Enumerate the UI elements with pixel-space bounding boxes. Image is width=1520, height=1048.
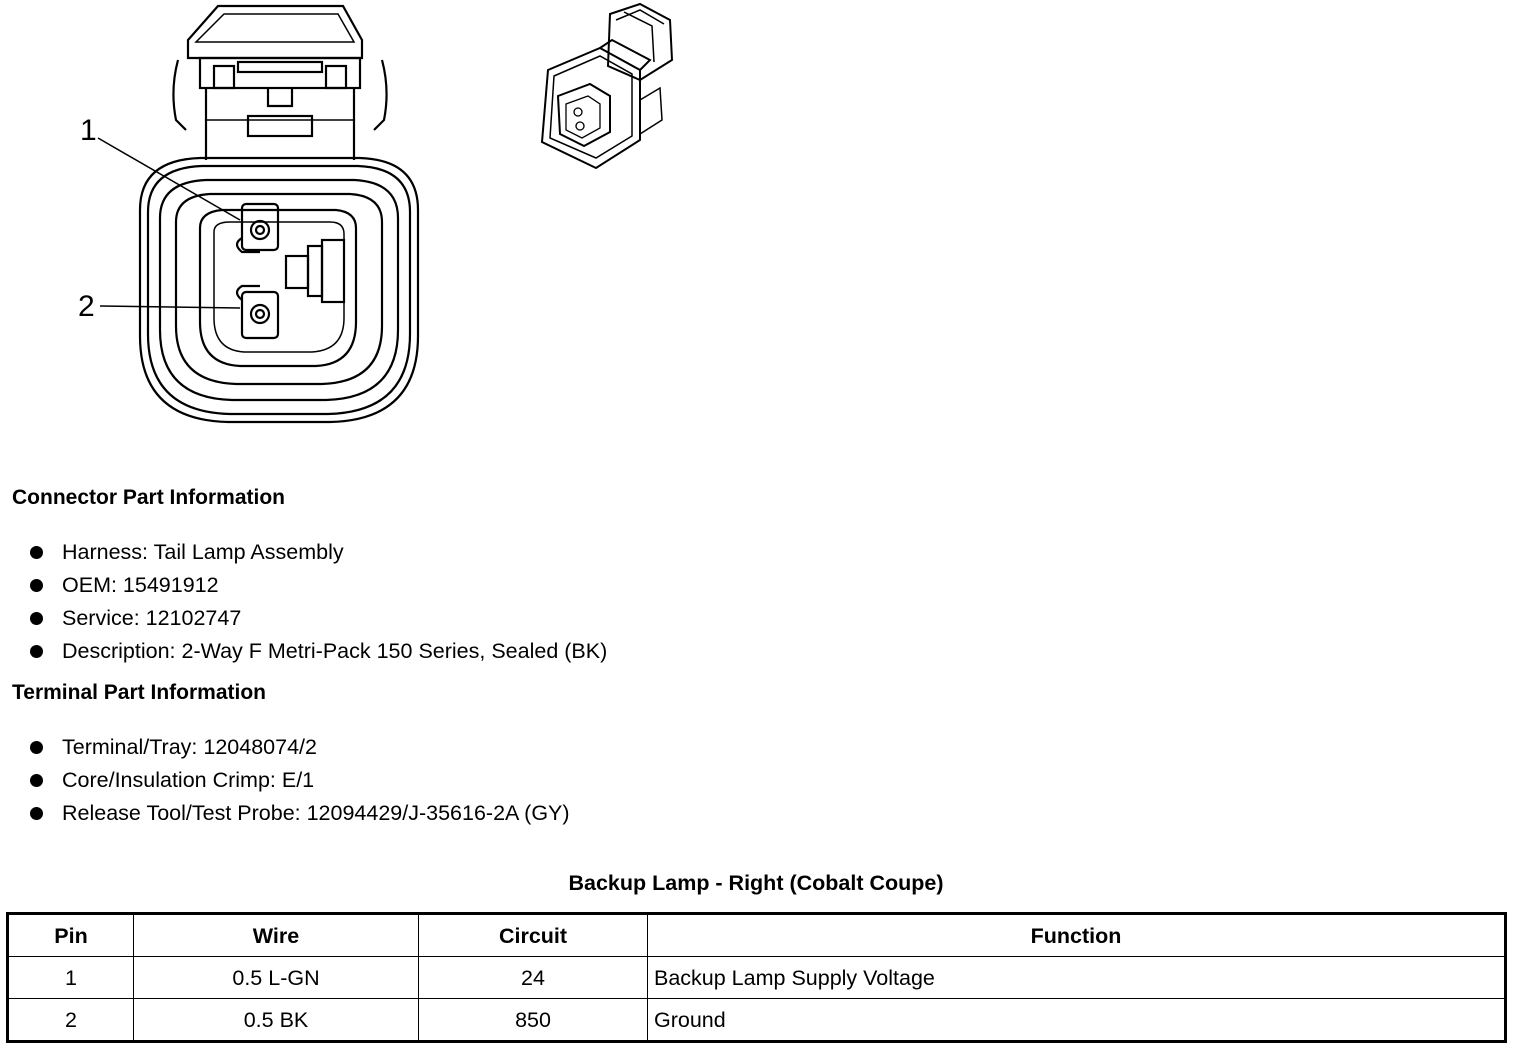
column-header-circuit: Circuit (419, 914, 648, 957)
list-item (30, 797, 570, 830)
column-header-function: Function (648, 914, 1506, 957)
bullet-icon (30, 546, 43, 559)
cell-circuit: 24 (419, 957, 648, 999)
bullet-icon (30, 807, 43, 820)
cell-wire: 0.5 L-GN (134, 957, 419, 999)
terminal-info-list (30, 731, 570, 830)
list-item-text: Service: 12102747 (62, 606, 242, 630)
list-item-text: Core/Insulation Crimp: E/1 (62, 768, 315, 792)
connector-outer-shell (140, 158, 418, 422)
column-header-wire: Wire (134, 914, 419, 957)
connector-info-list (30, 536, 607, 668)
connector-face-diagram (70, 0, 430, 430)
list-item-text: OEM: 15491912 (62, 573, 219, 597)
column-header-pin: Pin (8, 914, 134, 957)
bullet-icon (30, 774, 43, 787)
pinout-table (6, 912, 1507, 1043)
connector-info-heading: Connector Part Information (12, 486, 286, 509)
list-item (30, 536, 607, 569)
bullet-icon (30, 579, 43, 592)
list-item (30, 764, 570, 797)
cell-circuit: 850 (419, 999, 648, 1042)
pin-2-leader-line (100, 306, 240, 308)
list-item (30, 602, 607, 635)
list-item-text: Harness: Tail Lamp Assembly (62, 540, 344, 564)
pin-2-label: 2 (78, 290, 95, 323)
list-item-text: Terminal/Tray: 12048074/2 (62, 735, 317, 759)
list-item (30, 569, 607, 602)
list-item-text: Description: 2-Way F Metri-Pack 150 Series, Sealed (BK) (62, 639, 608, 663)
bullet-icon (30, 645, 43, 658)
cell-pin: 2 (8, 999, 134, 1042)
keying-rib (286, 240, 344, 302)
cell-wire: 0.5 BK (134, 999, 419, 1042)
cell-function: Ground (648, 999, 1506, 1042)
connector-isometric-view (530, 0, 680, 175)
table-title: Backup Lamp - Right (Cobalt Coupe) (568, 871, 944, 895)
table-row (8, 999, 1506, 1042)
list-item-text: Release Tool/Test Probe: 12094429/J-35616-2A (GY) (62, 801, 570, 825)
pin-1-terminal (237, 204, 278, 252)
pin-2-terminal (237, 286, 278, 338)
pin-1-label: 1 (80, 114, 97, 147)
cell-pin: 1 (8, 957, 134, 999)
table-row (8, 957, 1506, 999)
list-item (30, 635, 607, 668)
table-header-row (8, 914, 1506, 957)
bullet-icon (30, 741, 43, 754)
bullet-icon (30, 612, 43, 625)
list-item (30, 731, 570, 764)
terminal-info-heading: Terminal Part Information (12, 681, 266, 704)
cell-function: Backup Lamp Supply Voltage (648, 957, 1506, 999)
